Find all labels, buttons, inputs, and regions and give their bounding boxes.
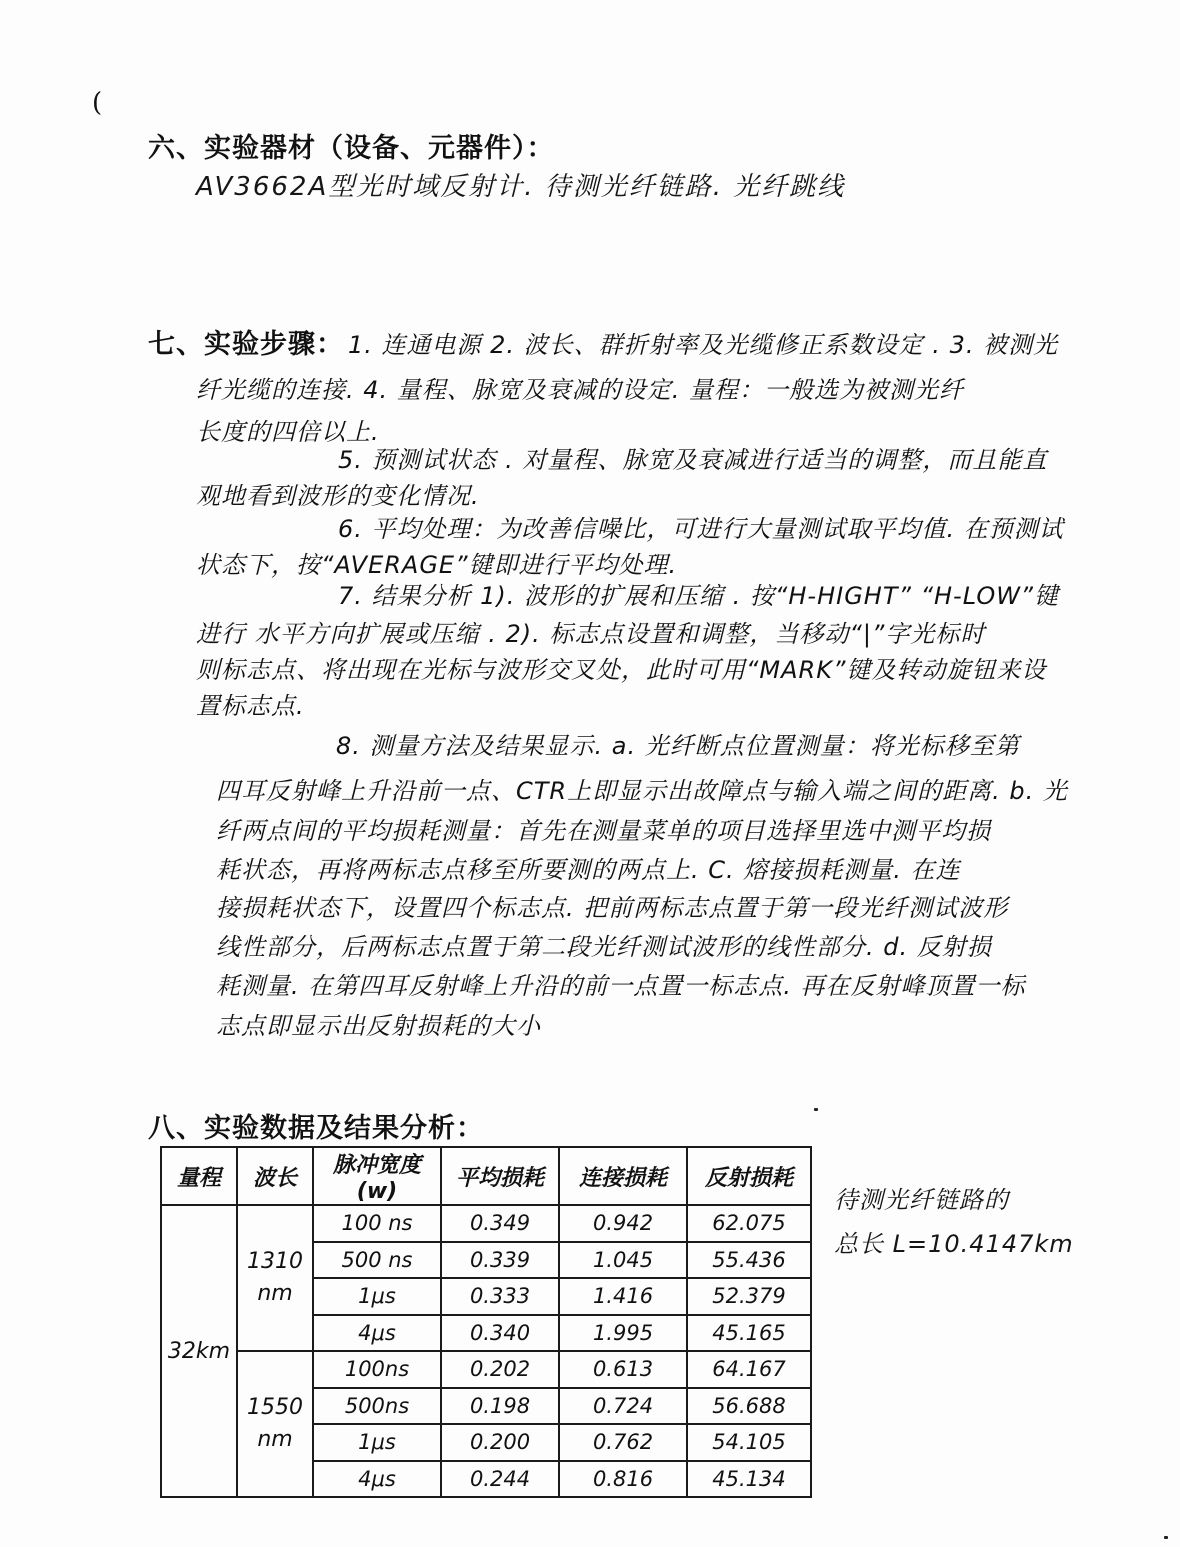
- reflection-loss-cell: 45.165: [687, 1315, 811, 1352]
- wavelength-value: 1310: [247, 1249, 303, 1274]
- pulse-width-cell: 500 ns: [313, 1242, 441, 1279]
- reflection-loss-cell: 55.436: [687, 1242, 811, 1279]
- step-line: 纤光缆的连接. 4. 量程、脉宽及衰减的设定. 量程：一般选为被测光纤: [196, 376, 965, 404]
- avg-loss-cell: 0.349: [441, 1205, 559, 1242]
- step-line: 7. 结果分析 1). 波形的扩展和压缩 . 按“H-HIGHT” “H-LOW”键: [338, 582, 1059, 610]
- step-line: 耗测量. 在第四耳反射峰上升沿的前一点置一标志点. 再在反射峰顶置一标: [216, 972, 1026, 1000]
- step-line: 四耳反射峰上升沿前一点、CTR上即显示出故障点与输入端之间的距离. b. 光: [216, 777, 1068, 805]
- step-line: 1. 连通电源 2. 波长、群折射率及光缆修正系数设定 . 3. 被测光: [348, 331, 1059, 359]
- pulse-width-cell: 4μs: [313, 1461, 441, 1498]
- total-length-note: [834, 1178, 1074, 1266]
- reflection-loss-cell: 54.105: [687, 1424, 811, 1461]
- section-eight-heading: 八、实验数据及结果分析：: [148, 1113, 484, 1144]
- stray-dot: [1164, 1536, 1168, 1539]
- step-line: 进行 水平方向扩展或压缩 . 2). 标志点设置和调整，当移动“|”字光标时: [196, 620, 986, 648]
- reflection-loss-cell: 62.075: [687, 1205, 811, 1242]
- header-wavelength: 波长: [237, 1147, 313, 1205]
- step-line: 观地看到波形的变化情况.: [196, 482, 480, 510]
- connection-loss-cell: 0.762: [559, 1424, 687, 1461]
- step-line: 则标志点、将出现在光标与波形交叉处，此时可用“MARK”键及转动旋钮来设: [196, 656, 1047, 684]
- connection-loss-cell: 1.416: [559, 1278, 687, 1315]
- results-table: [160, 1146, 810, 1498]
- step-line: 状态下，按“AVERAGE”键即进行平均处理.: [196, 551, 678, 579]
- section-six-heading: 六、实验器材（设备、元器件）：: [148, 133, 555, 164]
- connection-loss-cell: 1.995: [559, 1315, 687, 1352]
- section-six-body: AV3662A型光时域反射计. 待测光纤链路. 光纤跳线: [196, 172, 846, 202]
- stray-dot: [814, 1108, 818, 1111]
- avg-loss-cell: 0.340: [441, 1315, 559, 1352]
- header-range: 量程: [161, 1147, 237, 1205]
- connection-loss-cell: 0.942: [559, 1205, 687, 1242]
- pulse-width-cell: 500ns: [313, 1388, 441, 1425]
- avg-loss-cell: 0.339: [441, 1242, 559, 1279]
- connection-loss-cell: 1.045: [559, 1242, 687, 1279]
- avg-loss-cell: 0.198: [441, 1388, 559, 1425]
- reflection-loss-cell: 52.379: [687, 1278, 811, 1315]
- step-line: 纤两点间的平均损耗测量：首先在测量菜单的项目选择里选中测平均损: [216, 817, 991, 845]
- header-pulse-width: 脉冲宽度(w): [313, 1147, 441, 1205]
- margin-mark: (: [92, 88, 103, 118]
- step-line: 8. 测量方法及结果显示. a. 光纤断点位置测量：将光标移至第: [336, 732, 1020, 760]
- wavelength-unit: nm: [257, 1427, 293, 1452]
- pulse-width-cell: 1μs: [313, 1424, 441, 1461]
- section-seven-heading: 七、实验步骤：: [148, 329, 344, 360]
- table-row: [161, 1205, 811, 1242]
- reflection-loss-cell: 56.688: [687, 1388, 811, 1425]
- avg-loss-cell: 0.333: [441, 1278, 559, 1315]
- table-row: [161, 1351, 811, 1388]
- step-line: 5. 预测试状态 . 对量程、脉宽及衰减进行适当的调整，而且能直: [338, 446, 1048, 474]
- connection-loss-cell: 0.816: [559, 1461, 687, 1498]
- reflection-loss-cell: 64.167: [687, 1351, 811, 1388]
- header-reflection-loss: 反射损耗: [687, 1147, 811, 1205]
- avg-loss-cell: 0.202: [441, 1351, 559, 1388]
- step-line: 线性部分，后两标志点置于第二段光纤测试波形的线性部分. d. 反射损: [216, 933, 992, 961]
- pulse-width-cell: 100ns: [313, 1351, 441, 1388]
- header-connection-loss: 连接损耗: [559, 1147, 687, 1205]
- range-cell: 32km: [161, 1205, 237, 1497]
- step-line: 长度的四倍以上.: [196, 418, 380, 446]
- step-line: 接损耗状态下，设置四个标志点. 把前两标志点置于第一段光纤测试波形: [216, 894, 1009, 922]
- wavelength-cell: [237, 1205, 313, 1351]
- note-line: 待测光纤链路的: [834, 1186, 1009, 1214]
- reflection-loss-cell: 45.134: [687, 1461, 811, 1498]
- step-line: 置标志点.: [196, 692, 305, 720]
- step-line: 耗状态，再将两标志点移至所要测的两点上. C. 熔接损耗测量. 在连: [216, 856, 961, 884]
- note-line: 总长 L=10.4147km: [834, 1230, 1074, 1258]
- connection-loss-cell: 0.613: [559, 1351, 687, 1388]
- connection-loss-cell: 0.724: [559, 1388, 687, 1425]
- wavelength-cell: [237, 1351, 313, 1497]
- wavelength-value: 1550: [247, 1395, 303, 1420]
- avg-loss-cell: 0.200: [441, 1424, 559, 1461]
- step-line: 志点即显示出反射损耗的大小: [216, 1012, 541, 1040]
- pulse-width-cell: 4μs: [313, 1315, 441, 1352]
- step-line: 6. 平均处理：为改善信噪比，可进行大量测试取平均值. 在预测试: [338, 515, 1064, 543]
- pulse-width-cell: 100 ns: [313, 1205, 441, 1242]
- header-avg-loss: 平均损耗: [441, 1147, 559, 1205]
- pulse-width-cell: 1μs: [313, 1278, 441, 1315]
- avg-loss-cell: 0.244: [441, 1461, 559, 1498]
- wavelength-unit: nm: [257, 1281, 293, 1306]
- table-header-row: [161, 1147, 811, 1205]
